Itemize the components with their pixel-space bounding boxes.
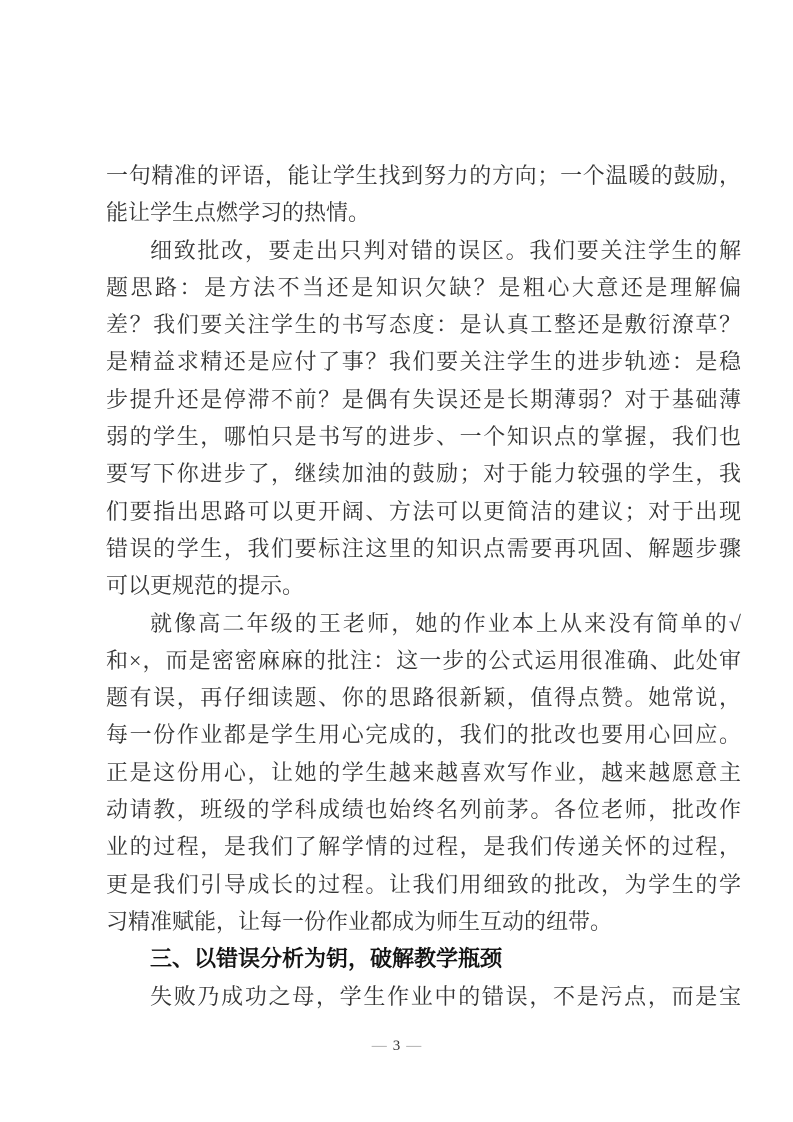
text-line: 和×，而是密密麻麻的批注：这一步的公式运用很准确、此处审 (106, 647, 741, 673)
text-line: 错误的学生，我们要标注这里的知识点需要再巩固、解题步骤 (106, 535, 741, 561)
text-line: 更是我们引导成长的过程。让我们用细致的批改，为学生的学 (106, 871, 741, 897)
text-line: 习精准赋能，让每一份作业都成为师生互动的纽带。 (106, 908, 613, 934)
text-line: 差？我们要关注学生的书写态度：是认真工整还是敷衍潦草？ (106, 312, 741, 338)
text-line: 能让学生点燃学习的热情。 (106, 200, 371, 226)
text-line: 正是这份用心，让她的学生越来越喜欢写作业，越来越愿意主 (106, 759, 741, 785)
text-line: 业的过程，是我们了解学情的过程，是我们传递关怀的过程， (106, 834, 741, 860)
text-line: 一句精准的评语，能让学生找到努力的方向；一个温暖的鼓励， (106, 163, 741, 188)
text-line: 就像高二年级的王老师，她的作业本上从来没有简单的√ (150, 610, 741, 636)
section-heading (106, 940, 741, 977)
text-line: 是精益求精还是应付了事？我们要关注学生的进步轨迹：是稳 (106, 349, 741, 375)
text-line: 们要指出思路可以更开阔、方法可以更简洁的建议；对于出现 (106, 498, 741, 524)
text-line: 细致批改，要走出只判对错的误区。我们要关注学生的解 (150, 237, 741, 263)
heading-line: 三、以错误分析为钥，破解教学瓶颈 (150, 946, 503, 972)
text-line: 可以更规范的提示。 (106, 573, 305, 599)
paragraph (106, 605, 741, 941)
paragraph (106, 978, 741, 1015)
text-line: 题有误，再仔细读题、你的思路很新颖，值得点赞。她常说， (106, 685, 741, 711)
text-line: 弱的学生，哪怕只是书写的进步、一个知识点的掌握，我们也 (106, 424, 741, 450)
footer-dash-right: — (406, 1038, 422, 1054)
text-line: 动请教，班级的学科成绩也始终名列前茅。各位老师，批改作 (106, 797, 741, 823)
text-line: 要写下你进步了，继续加油的鼓励；对于能力较强的学生，我 (106, 461, 741, 487)
text-line: 题思路：是方法不当还是知识欠缺？是粗心大意还是理解偏 (106, 274, 741, 300)
footer-dash-left: — (371, 1038, 387, 1054)
page-footer (0, 1038, 793, 1055)
page-number: 3 (392, 1038, 401, 1054)
paragraph (106, 232, 741, 605)
text-line: 步提升还是停滞不前？是偶有失误还是长期薄弱？对于基础薄 (106, 386, 741, 412)
text-line: 失败乃成功之母，学生作业中的错误，不是污点，而是宝 (150, 983, 741, 1009)
text-line: 每一份作业都是学生用心完成的，我们的批改也要用心回应。 (106, 722, 741, 748)
paragraph (106, 157, 741, 232)
document-body (106, 157, 741, 1015)
